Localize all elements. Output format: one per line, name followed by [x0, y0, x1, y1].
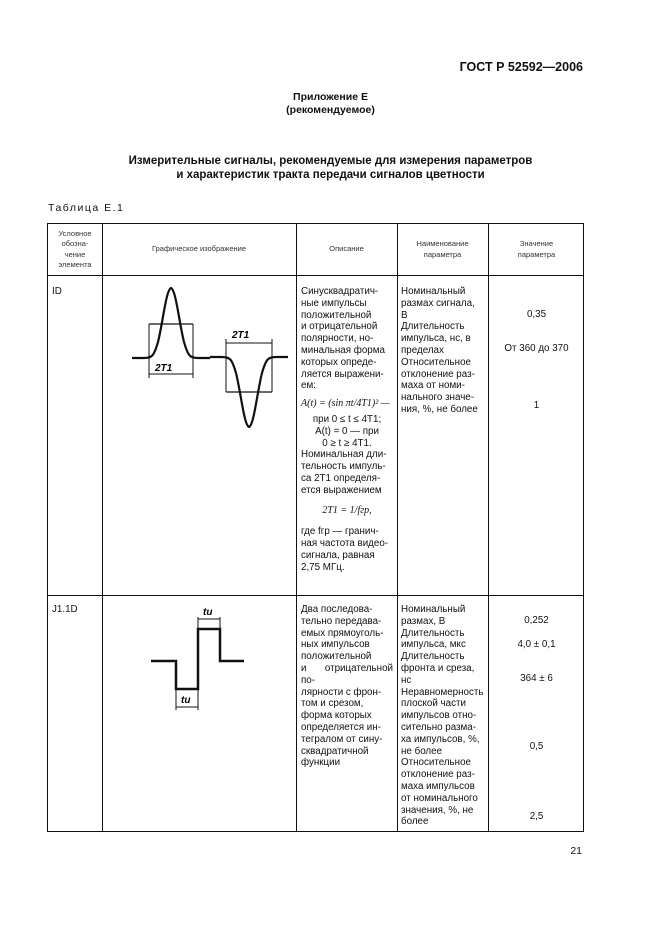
parameter-line: размах, В: [401, 615, 446, 627]
row-description: [301, 286, 393, 574]
description-line: 2,75 МГц.: [301, 561, 345, 573]
description-line: ных импульсов: [301, 639, 370, 651]
signals-table: [47, 223, 584, 832]
row-description: [301, 604, 393, 769]
pulse-duration-label: tи: [203, 607, 213, 618]
description-line: ляется выражени-: [301, 368, 384, 380]
page-title: [0, 154, 661, 182]
description-line: где fгр — гранич-: [301, 526, 379, 538]
description-line: том и срезом,: [301, 698, 364, 710]
parameter-line: импульсов отно-: [401, 710, 477, 722]
annex-heading: [0, 91, 661, 117]
header-text: параметра: [423, 249, 462, 259]
description-line: ем:: [301, 380, 316, 392]
col-divider: [296, 224, 297, 831]
description-line: сквадратичной: [301, 745, 369, 757]
description-line: тельно передава-: [301, 615, 382, 627]
description-line: форма которых: [301, 710, 372, 722]
header-parameter: [397, 224, 488, 275]
parameter-line: импульса, мкс: [401, 639, 466, 651]
parameter-line: Длительность: [401, 651, 465, 663]
description-line: Номинальная дли-: [301, 449, 387, 461]
annex-line1: Приложение Е: [293, 91, 368, 103]
header-value: [488, 224, 585, 275]
pulse-width-label: 2T1: [232, 330, 250, 341]
description-line: са 2T1 определя-: [301, 472, 381, 484]
description-line: положительной: [301, 309, 372, 321]
formula-condition: 0 ≥ t ≥ 4T1.: [322, 437, 372, 449]
description-line: и отрицательной по-: [301, 662, 393, 686]
parameter-line: не более: [401, 745, 443, 757]
description-line: тельность импуль-: [301, 461, 386, 473]
parameter-line: более: [401, 816, 429, 828]
parameter-line: Номинальный: [401, 286, 466, 297]
description-line: Синусквадратич-: [301, 286, 379, 297]
description-line: определяется ин-: [301, 721, 381, 733]
parameter-line: Номинальный: [401, 604, 466, 615]
description-line: лярности с фрон-: [301, 686, 382, 698]
description-line: емых прямоуголь-: [301, 627, 384, 639]
row-code: ID: [52, 286, 62, 297]
header-description: [296, 224, 397, 275]
description-line: полярности, но-: [301, 333, 374, 345]
value-deviation: 1: [533, 400, 540, 411]
formula-condition: A(t) = 0 — при: [315, 425, 379, 437]
parameter-line: пределах: [401, 344, 444, 356]
parameter-line: нального значе-: [401, 392, 475, 404]
pulse-duration-label: tи: [181, 695, 191, 706]
value-duration: От 360 до 370: [504, 343, 569, 354]
formula-condition: при 0 ≤ t ≤ 4T1;: [312, 413, 382, 425]
description-line: и отрицательной: [301, 321, 378, 333]
formula-duration: 2T1 = 1/fгр,: [322, 504, 372, 516]
title-line2: и характеристик тракта передачи сигналов цветности: [176, 169, 485, 181]
description-line: функции: [301, 757, 341, 769]
parameter-line: Длительность: [401, 321, 465, 333]
header-text: элемента: [58, 260, 92, 269]
header-text: параметра: [517, 249, 556, 259]
header-code: [48, 224, 102, 275]
parameter-line: нс: [401, 674, 412, 686]
header-graphic: [102, 224, 296, 275]
description-line: минальная форма: [301, 344, 385, 356]
rectangular-pulses-figure: [148, 599, 248, 714]
header-text: обозна-: [61, 239, 89, 248]
value-deviation: 2,5: [529, 811, 544, 822]
value-amplitude: 0,252: [524, 615, 549, 626]
pulse-width-label: 2T1: [155, 363, 173, 374]
parameter-line: маха импульсов: [401, 780, 475, 792]
value-amplitude: 0,35: [526, 309, 547, 320]
value-nonuniformity: 0,5: [529, 741, 544, 752]
parameter-line: плоской части: [401, 698, 466, 710]
parameter-line: фронта и среза,: [401, 662, 475, 674]
row-divider: [48, 595, 583, 596]
table-label: Таблица Е.1: [48, 202, 125, 214]
row-divider: [48, 275, 583, 276]
description-line: ная частота видео-: [301, 538, 389, 550]
parameter-line: В: [401, 309, 408, 321]
parameter-line: маха от номи-: [401, 380, 465, 392]
parameter-line: размах сигнала,: [401, 297, 475, 309]
value-rise-time: 364 ± 6: [520, 673, 553, 684]
row-parameters: [401, 286, 486, 416]
row-code: J1.1D: [52, 604, 78, 615]
row-parameters: [401, 604, 486, 828]
page-number: 21: [570, 845, 582, 857]
parameter-line: Относительное: [401, 356, 471, 368]
description-line: ные импульсы: [301, 297, 367, 309]
col-divider: [397, 224, 398, 831]
parameter-line: отклонение раз-: [401, 368, 475, 380]
parameter-line: Относительное: [401, 757, 471, 769]
description-line: сигнала, равная: [301, 549, 375, 561]
header-text: Наименование: [416, 239, 469, 248]
annex-line2: (рекомендуемое): [286, 104, 375, 116]
document-code: ГОСТ Р 52592—2006: [459, 60, 583, 74]
formula-amplitude: A(t) = (sin πt/4T1)² —: [301, 398, 390, 410]
header-text: Описание: [329, 244, 364, 254]
description-line: тегралом от сину-: [301, 733, 383, 745]
parameter-line: Неравномерность: [401, 686, 484, 698]
description-line: Два последова-: [301, 604, 373, 615]
value-pulse-duration: 4,0 ± 0,1: [517, 639, 556, 650]
parameter-line: ха импульсов, %,: [401, 733, 480, 745]
sine-squared-pulses-figure: [108, 282, 293, 437]
description-line: положительной: [301, 651, 372, 663]
header-text: Условное: [58, 228, 92, 238]
header-text: Значение: [519, 239, 554, 248]
header-text: чение: [64, 249, 86, 259]
parameter-line: от номинального: [401, 792, 478, 804]
col-divider: [102, 224, 103, 831]
parameter-line: импульса, нс, в: [401, 333, 471, 345]
parameter-line: ния, %, не более: [401, 403, 478, 415]
description-line: которых опреде-: [301, 356, 377, 368]
description-line: ется выражением: [301, 484, 382, 496]
parameter-line: значения, %, не: [401, 804, 474, 816]
parameter-line: отклонение раз-: [401, 769, 475, 781]
parameter-line: сительно разма-: [401, 721, 476, 733]
parameter-line: Длительность: [401, 627, 465, 639]
title-line1: Измерительные сигналы, рекомендуемые для измерения параметров: [128, 155, 533, 167]
header-text: Графическое изображение: [151, 244, 246, 254]
